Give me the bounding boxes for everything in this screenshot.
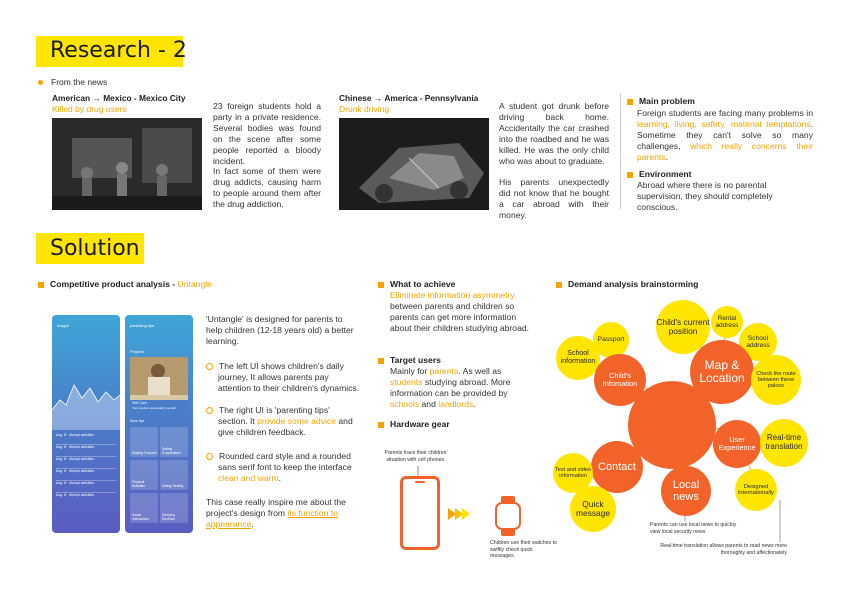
tip-tile: Staying Focused [130,427,158,457]
list-item: Aug. 8 · disrupt activities [56,469,116,481]
list-item: Aug. 8 · disrupt activities [56,457,116,469]
phone-right-mockup [125,315,193,533]
bubble-text-video: Text and video information [553,453,593,493]
square-bullet-icon [378,282,384,288]
bubble-map-location: Map & Location [690,340,754,404]
car-crash-image [339,118,489,210]
crowd-scene-image [52,118,202,210]
case2-text1: A student got drunk before driving back home. Accidentally the car crashed into the roadbed and he was killed. He was the only child who was about to graduate. [499,101,609,166]
hardware-title: Hardware gear [378,419,450,429]
self-care-card [130,357,188,410]
list-item: Aug. 8 · disrupt activities [56,481,116,493]
tip-tile: Sleeping Routines [160,493,188,523]
case1-text1: 23 foreign students hold a party in a private residence. Several bodies was found on the scene after some people reported a bloody incident. [213,101,321,166]
competitive-title: Competitive product analysis - Untangle [38,279,212,289]
main-problem-text: Foreign students are facing many problems in learning, living, safety, material temptations. Sometime they can't solve so many challenges, which really concerns their parents. [637,108,813,162]
environment-title: Environment [627,169,692,179]
case1-tag: Killed by drug users [52,104,127,114]
bubble-school-information: School information [556,336,600,380]
target-text: Mainly for parents. As well as students studying abroad. More information can be provided by schools and landlords. [390,366,511,409]
phone-left-header: Insight [57,323,69,328]
card-subtitle: Your positive personality yourself [130,406,188,412]
bubble-passport: Passport [593,322,629,358]
square-bullet-icon [378,358,384,364]
tip-tile: Physical Activities [130,460,158,490]
family-photo-image [130,357,188,395]
phone-left-list [56,433,116,505]
list-item: Aug. 8 · disrupt activities [56,445,116,457]
projects-label: Projects [130,349,145,354]
from-news-label: From the news [38,77,107,87]
bubble-rental-address: Rental address [711,306,743,338]
case2-photo [339,118,489,210]
bubble-school-address: School address [739,323,777,361]
phone-note: Parents trace their children' situation with cell phones. [384,450,448,463]
case1-route: American → Mexico - Mexico City [52,93,186,103]
tip-tile: Eating Healthy [160,460,188,490]
translation-note: Real-time translation allows parents to read news more thoroughly and affectionately [660,543,787,556]
bubble-quick-message: Quick message [570,486,616,532]
research-title: Research - 2 [50,38,187,63]
watch-note: Children use their watches to swiftly check quick messages. [490,540,557,559]
list-item: Aug. 8 · disrupt activities [56,433,116,445]
main-problem-title: Main problem [627,96,695,106]
bubble-contact: Contact [591,441,643,493]
bubble-realtime-translation: Real-time translation [760,419,808,467]
environment-text: Abroad where there is no parental supervision, they should completely conscious. [637,180,773,212]
circle-bullet-icon [206,363,213,370]
smartwatch-icon [495,496,521,536]
card-title: Self-Care [130,400,188,406]
local-news-note: Parents can use local news to quickly view local security news [650,522,737,535]
list-item: Aug. 8 · disrupt activities [56,493,95,497]
square-bullet-icon [627,99,633,105]
square-bullet-icon [627,172,633,178]
smartphone-icon [400,476,440,550]
circle-bullet-icon [206,453,213,460]
circle-bullet-icon [206,407,213,414]
bubble-check-route: Check the route between these palces [751,355,801,405]
square-bullet-icon [38,282,44,288]
tip-tile: Social Interactions [130,493,158,523]
case2-route: Chinese → America - Pennsylvania [339,93,479,103]
achieve-text: Eliminate information asymmetry between parents and children so parents can get more information about their children studying abroad. [390,290,530,333]
untangle-conclusion: This case really inspire me about the project's design from its function to appearance. [206,497,346,529]
phone-left-mockup [52,315,120,533]
square-bullet-icon [556,282,562,288]
case1-text2: In fact some of them were drug addicts, causing harm to people around them after the drug addiction. [213,166,321,209]
brainstorm-title: Demand analysis brainstorming [556,279,698,289]
untangle-bullet-3: Rounded card style and a rounded sans serif font to keep the interface clean and warm. [206,451,361,484]
activity-chart [52,370,120,430]
bubble-demands [628,381,716,469]
achieve-title: What to achieve [378,279,455,289]
transfer-arrows-icon [448,508,470,520]
bubble-childs-position: Child's current position [656,300,710,354]
case2-text2: His parents unexpectedly did not know that he bought a car abroad with their money. [499,177,609,220]
more-tips-label: More tips [130,419,145,423]
case2-tag: Drunk driving [339,104,390,114]
bubble-user-experience: User Experience [713,420,761,468]
case1-photo [52,118,202,210]
untangle-bullet-2: The right UI is 'parenting tips' section. It provide some advice and give children feedback. [206,405,361,438]
bullet-icon [38,80,43,85]
square-bullet-icon [378,422,384,428]
bubble-local-news: Local news [661,466,711,516]
bubble-designed-internationally: Designed internationally [735,469,777,511]
untangle-bullet-1: The left UI shows children's daily journey. It allows parents pay attention to their children's dynamics. [206,361,361,394]
solution-title: Solution [50,236,140,261]
bubble-childs-information: Child's Infomation [594,354,646,406]
untangle-intro: 'Untangle' is designed for parents to help children (12-18 years old) a better learning. [206,314,354,346]
vertical-divider [620,93,621,209]
phone-right-header: parenting tips [130,323,155,328]
tip-tile: Setting Expectations [160,427,188,457]
target-title: Target users [378,355,441,365]
